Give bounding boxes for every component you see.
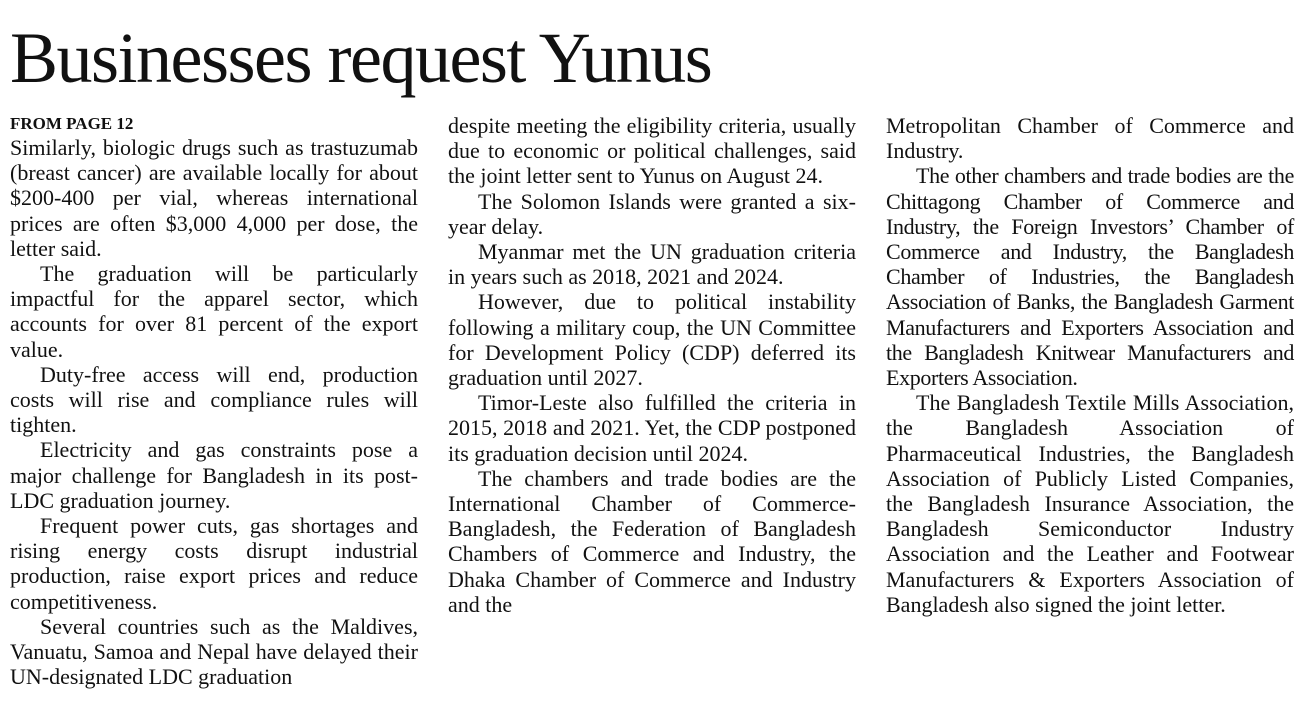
headline: Businesses request Yunus [10, 18, 712, 98]
paragraph: The graduation will be particularly impactful for the apparel sector, which accounts for over 81 percent of the export value. [10, 261, 418, 362]
paragraph: The Solomon Islands were granted a six-year delay. [448, 188, 856, 239]
article-column-2 [448, 113, 856, 617]
paragraph: Similarly, biologic drugs such as trastuzumab (breast cancer) are available locally for about $200-400 per vial, whereas international prices are often $3,000 4,000 per dose, the letter said. [10, 135, 418, 261]
paragraph: Electricity and gas constraints pose a major challenge for Bangladesh in its post-LDC graduation journey. [10, 437, 418, 513]
paragraph: The other chambers and trade bodies are the Chittagong Chamber of Commerce and Industry, the Foreign Investors’ Chamber of Commerce and Industry, the Bangladesh Chamber of Industries, the Bangladesh Association of Banks, the Bangladesh Garment Manufacturers and Exporters Association and the Bangladesh Knitwear Manufacturers and Exporters Association. [886, 163, 1294, 391]
paragraph-continued: despite meeting the eligibility criteria, usually due to economic or political challenges, said the joint letter sent to Yunus on August 24. [448, 113, 856, 189]
paragraph-continued: Metropolitan Chamber of Commerce and Industry. [886, 113, 1294, 164]
paragraph: Several countries such as the Maldives, Vanuatu, Samoa and Nepal have delayed their UN-designated LDC graduation [10, 613, 418, 690]
article-column-3 [886, 113, 1294, 617]
paragraph: Frequent power cuts, gas shortages and rising energy costs disrupt industrial production, raise export prices and reduce competitiveness. [10, 513, 418, 614]
article-column-1 [10, 113, 418, 689]
paragraph: However, due to political instability following a military coup, the UN Committee for Development Policy (CDP) deferred its graduation until 2027. [448, 289, 856, 391]
paragraph: The Bangladesh Textile Mills Association, the Bangladesh Association of Pharmaceutical Industries, the Bangladesh Association of Publicly Listed Companies, the Bangladesh Insurance Association, the Bangladesh Semiconductor Industry Association and the Leather and Footwear Manufacturers & Exporters Association of Bangladesh also signed the joint letter. [886, 390, 1294, 617]
from-page-label: FROM PAGE 12 [10, 114, 134, 133]
paragraph: Duty-free access will end, production costs will rise and compliance rules will tighten. [10, 361, 418, 438]
paragraph: Myanmar met the UN graduation criteria in years such as 2018, 2021 and 2024. [448, 239, 856, 290]
paragraph: Timor-Leste also fulfilled the criteria in 2015, 2018 and 2021. Yet, the CDP postponed its graduation decision until 2024. [448, 390, 856, 466]
paragraph: The chambers and trade bodies are the International Chamber of Commerce-Bangladesh, the Federation of Bangladesh Chambers of Commerce and Industry, the Dhaka Chamber of Commerce and Industry and the [448, 465, 856, 617]
